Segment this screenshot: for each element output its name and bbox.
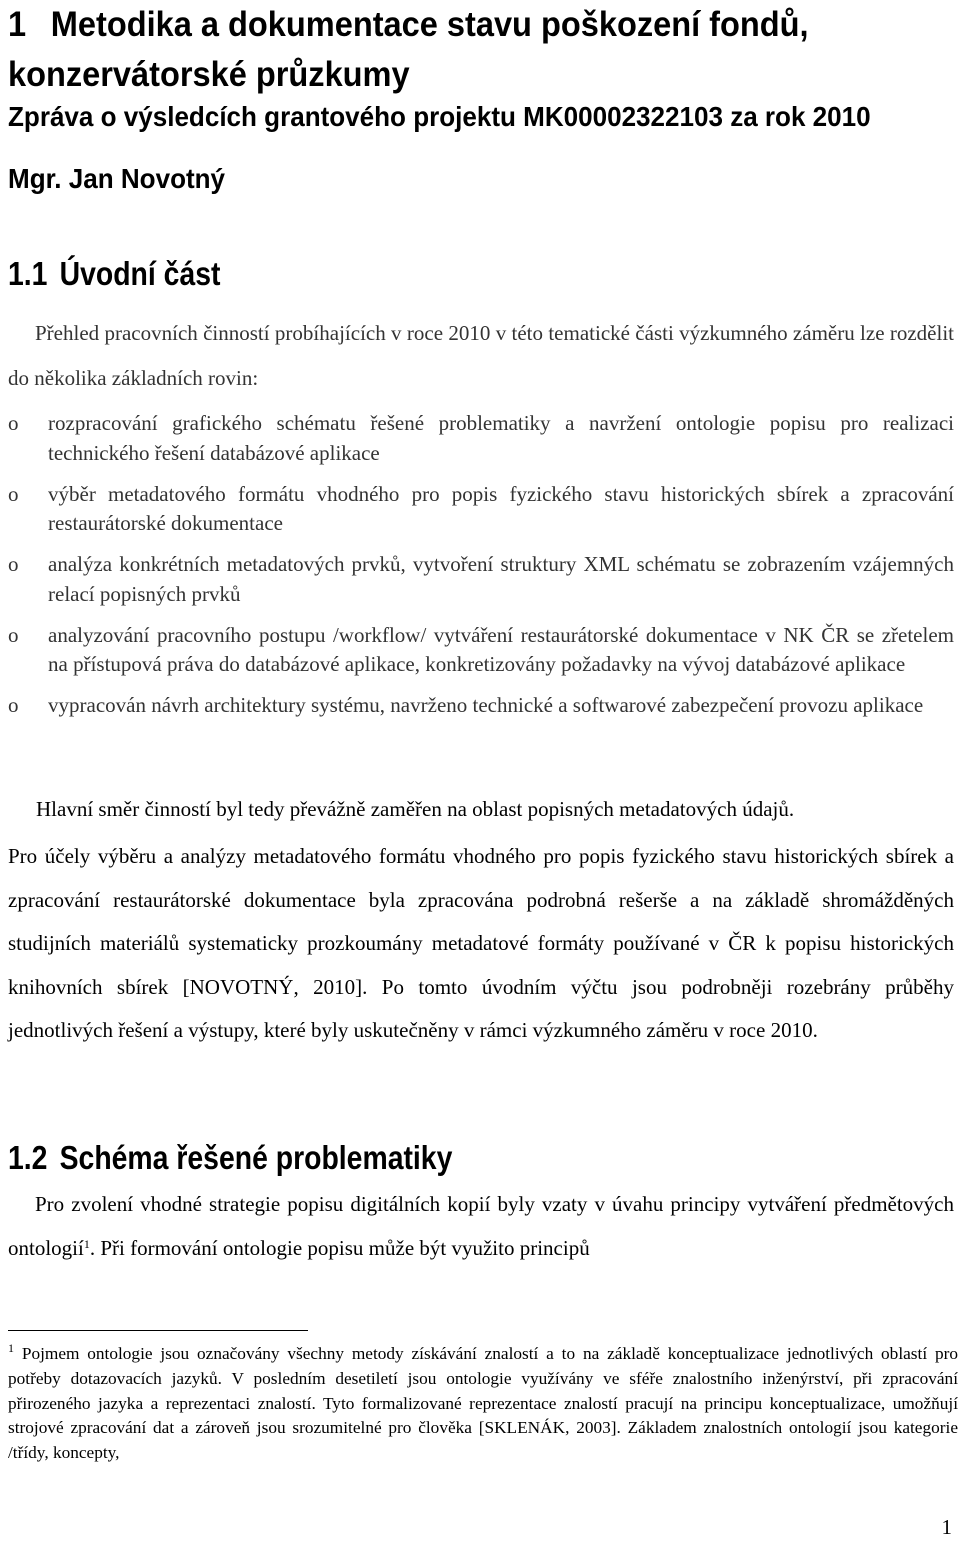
footnote: [8, 1342, 958, 1466]
intro-paragraph: Přehled pracovních činností probíhajících v roce 2010 v této tematické části výzkumného záměru lze rozdělit do několika základních rovin:: [8, 321, 954, 390]
bullet-icon: o: [8, 622, 19, 647]
page-number: 1: [941, 1515, 952, 1539]
bullet-icon: o: [8, 693, 19, 717]
footnote-reference: 1: [83, 1236, 90, 1251]
section-heading-intro: [8, 252, 220, 296]
list-item-text: analýza konkrétních metadatových prvků, vytvoření struktury XML schématu se zobrazením vzájemných relací popisných prvků: [48, 552, 954, 606]
list-item: [8, 691, 954, 721]
activity-list: [8, 409, 954, 732]
list-item: [8, 409, 954, 468]
body-paragraph: Pro účely výběru a analýzy metadatového formátu vhodného pro popis fyzického stavu historických sbírek a zpracování restaurátorské dokumentace byla zpracována podrobná rešerše a na základě shromážděných studijních materiálů systematicky prozkoumány metadatové formáty používané v ČR k popisu historických knihovních sbírek [NOVOTNÝ, 2010]. Po tomto úvodním výčtu jsou podrobněji rozebrány průběhy jednotlivých řešení a výstupy, které byly uskutečněny v rámci výzkumného záměru v roce 2010.: [8, 844, 954, 1042]
summary-sentence: Hlavní směr činností byl tedy převážně zaměřen na oblast popisných metadatových údajů.: [36, 797, 795, 821]
section-heading-schema: [8, 1136, 452, 1180]
list-item: [8, 621, 954, 680]
list-item-text: analyzování pracovního postupu /workflow/ vytváření restaurátorské dokumentace v NK ČR se zřetelem na přístupová práva do databázové aplikace, konkretizovány požadavky na vývoj databázové aplikace: [48, 622, 954, 676]
chapter-number: 1: [8, 5, 27, 44]
section-number: 1.1: [8, 255, 48, 292]
section-title: Úvodní část: [59, 255, 221, 292]
footnote-divider: [8, 1330, 308, 1331]
report-subtitle: Zpráva o výsledcích grantového projektu MK00002322103 za rok 2010: [8, 101, 871, 132]
list-item: [8, 550, 954, 609]
author-name: Mgr. Jan Novotný: [8, 163, 226, 194]
bullet-icon: o: [8, 481, 19, 506]
footnote-marker: 1: [8, 1341, 14, 1355]
chapter-title: Metodika a dokumentace stavu poškození fondů, konzervátorské průzkumy: [8, 5, 809, 94]
list-item-text: výběr metadatového formátu vhodného pro popis fyzického stavu historických sbírek a zpracování restaurátorské dokumentace: [48, 481, 954, 535]
bullet-icon: o: [8, 552, 19, 576]
chapter-heading: [8, 0, 887, 100]
list-item: [8, 480, 954, 539]
section-number: 1.2: [8, 1139, 48, 1176]
footnote-text: Pojmem ontologie jsou označovány všechny metody získávání znalostí a to na základě konceptualizace jednotlivých oblastí pro potřeby dotazovacích jazyků. V posledním desetiletí jsou ontologie využívány ve sféře znalostního inženýrství, při zpracování přirozeného jazyka a reprezentaci znalostí. Tyto formalizované reprezentace znalostí pracují na principu konceptualizace, umožňují strojové zpracování dat a zároveň jsou srozumitelné pro člověka [SKLENÁK, 2003]. Základem znalostních ontologií jsou kategorie /třídy, koncepty,: [8, 1344, 958, 1463]
schema-paragraph: [8, 1183, 954, 1270]
list-item-text: rozpracování grafického schématu řešené problematiky a navržení ontologie popisu pro realizaci technického řešení databázové aplikace: [48, 411, 954, 465]
schema-text-end: . Při formování ontologie popisu může být využito principů: [89, 1235, 590, 1260]
schema-text-start: Pro zvolení vhodné strategie popisu digitálních kopií byly vzaty v úvahu principy vytváření předmětových ontologií: [8, 1192, 954, 1260]
list-item-text: vypracován návrh architektury systému, navrženo technické a softwarové zabezpečení provozu aplikace: [48, 693, 924, 717]
section-title: Schéma řešené problematiky: [59, 1139, 453, 1176]
bullet-icon: o: [8, 411, 19, 435]
